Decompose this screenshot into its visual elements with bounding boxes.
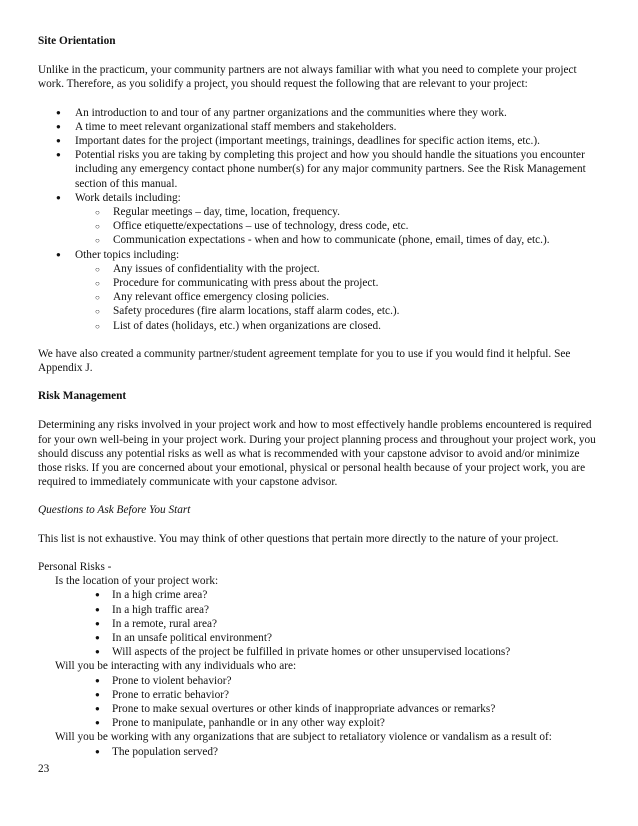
list-item: ● Prone to make sexual overtures or other kinds of inappropriate advances or remarks? (95, 702, 598, 716)
list-item: ● Will aspects of the project be fulfilled in private homes or other unsupervised locations? (95, 645, 598, 659)
question-location: Is the location of your project work: (55, 575, 219, 588)
questions-intro: This list is not exhaustive. You may think of other questions that pertain more directly to the nature of your project. (38, 532, 559, 545)
list-item: ○ Office etiquette/expectations – use of technology, dress code, etc. (95, 219, 598, 233)
list-item: ○ Communication expectations - when and how to communicate (phone, email, times of day, etc.). (95, 233, 598, 247)
list-item: ● Prone to violent behavior? (95, 674, 598, 688)
questions-heading: Questions to Ask Before You Start (38, 504, 191, 517)
list-item: ○ Regular meetings – day, time, location, frequency. (95, 205, 598, 219)
question-organizations: Will you be working with any organizations that are subject to retaliatory violence or vandalism as a result of: (55, 731, 552, 744)
organizations-list (95, 745, 598, 759)
risk-management-heading: Risk Management (38, 390, 127, 403)
list-item: ○ Procedure for communicating with press about the project. (95, 276, 598, 290)
list-item-work-details (56, 191, 598, 248)
site-closing-paragraph: We have also created a community partner/student agreement template for you to use if you would find it helpful. See Appendix J. (38, 347, 571, 375)
other-topics-sublist (95, 262, 598, 333)
document-page (38, 34, 598, 759)
work-details-sublist (95, 205, 598, 248)
site-orientation-heading: Site Orientation (38, 35, 116, 47)
list-item: ○ Any issues of confidentiality with the project. (95, 262, 598, 276)
list-item: ○ Any relevant office emergency closing policies. (95, 290, 598, 304)
other-topics-label: Other topics including: (75, 248, 180, 261)
individuals-list (95, 674, 598, 731)
page-number: 23 (38, 763, 50, 775)
location-list (95, 588, 598, 659)
list-item: ● Prone to erratic behavior? (95, 688, 598, 702)
list-item: ● In a high crime area? (95, 588, 598, 602)
question-individuals: Will you be interacting with any individuals who are: (55, 660, 297, 673)
list-item: ● A time to meet relevant organizational staff members and stakeholders. (56, 120, 598, 134)
personal-risks-section (55, 574, 598, 759)
personal-risks-label: Personal Risks - (38, 560, 112, 573)
site-intro-paragraph: Unlike in the practicum, your community partners are not always familiar with what you need to complete your project work. Therefore, as you solidify a project, you should request the following that are relevant to your project: (38, 64, 577, 91)
list-item: ● Prone to manipulate, panhandle or in any other way exploit? (95, 716, 598, 730)
work-details-label: Work details including: (75, 191, 181, 204)
list-item: ● Important dates for the project (important meetings, trainings, deadlines for specific action items, etc.). (56, 134, 598, 148)
list-item: ● In an unsafe political environment? (95, 631, 598, 645)
list-item: ● In a remote, rural area? (95, 617, 598, 631)
site-request-list (56, 106, 598, 333)
list-item: ● Potential risks you are taking by completing this project and how you should handle the situations you encounter including any emergency contact phone number(s) for any major community partners. See the Risk Management section of this manual. (56, 148, 598, 191)
list-item: ● An introduction to and tour of any partner organizations and the communities where they work. (56, 106, 598, 120)
list-item: ● The population served? (95, 745, 598, 759)
list-item: ○ Safety procedures (fire alarm locations, staff alarm codes, etc.). (95, 304, 598, 318)
list-item-other-topics (56, 248, 598, 333)
list-item: ○ List of dates (holidays, etc.) when organizations are closed. (95, 319, 598, 333)
risk-paragraph: Determining any risks involved in your project work and how to most effectively handle problems encountered is required for your own well-being in your project work. During your project planning process and throughout your project work, you should discuss any potential risks as well as what is recommended with your capstone advisor to avoid and/or minimize those risks. If you are concerned about your emotional, physical or personal health because of your project work, you are required to immediately communicate with your capstone advisor. (38, 419, 596, 489)
list-item: ● In a high traffic area? (95, 603, 598, 617)
